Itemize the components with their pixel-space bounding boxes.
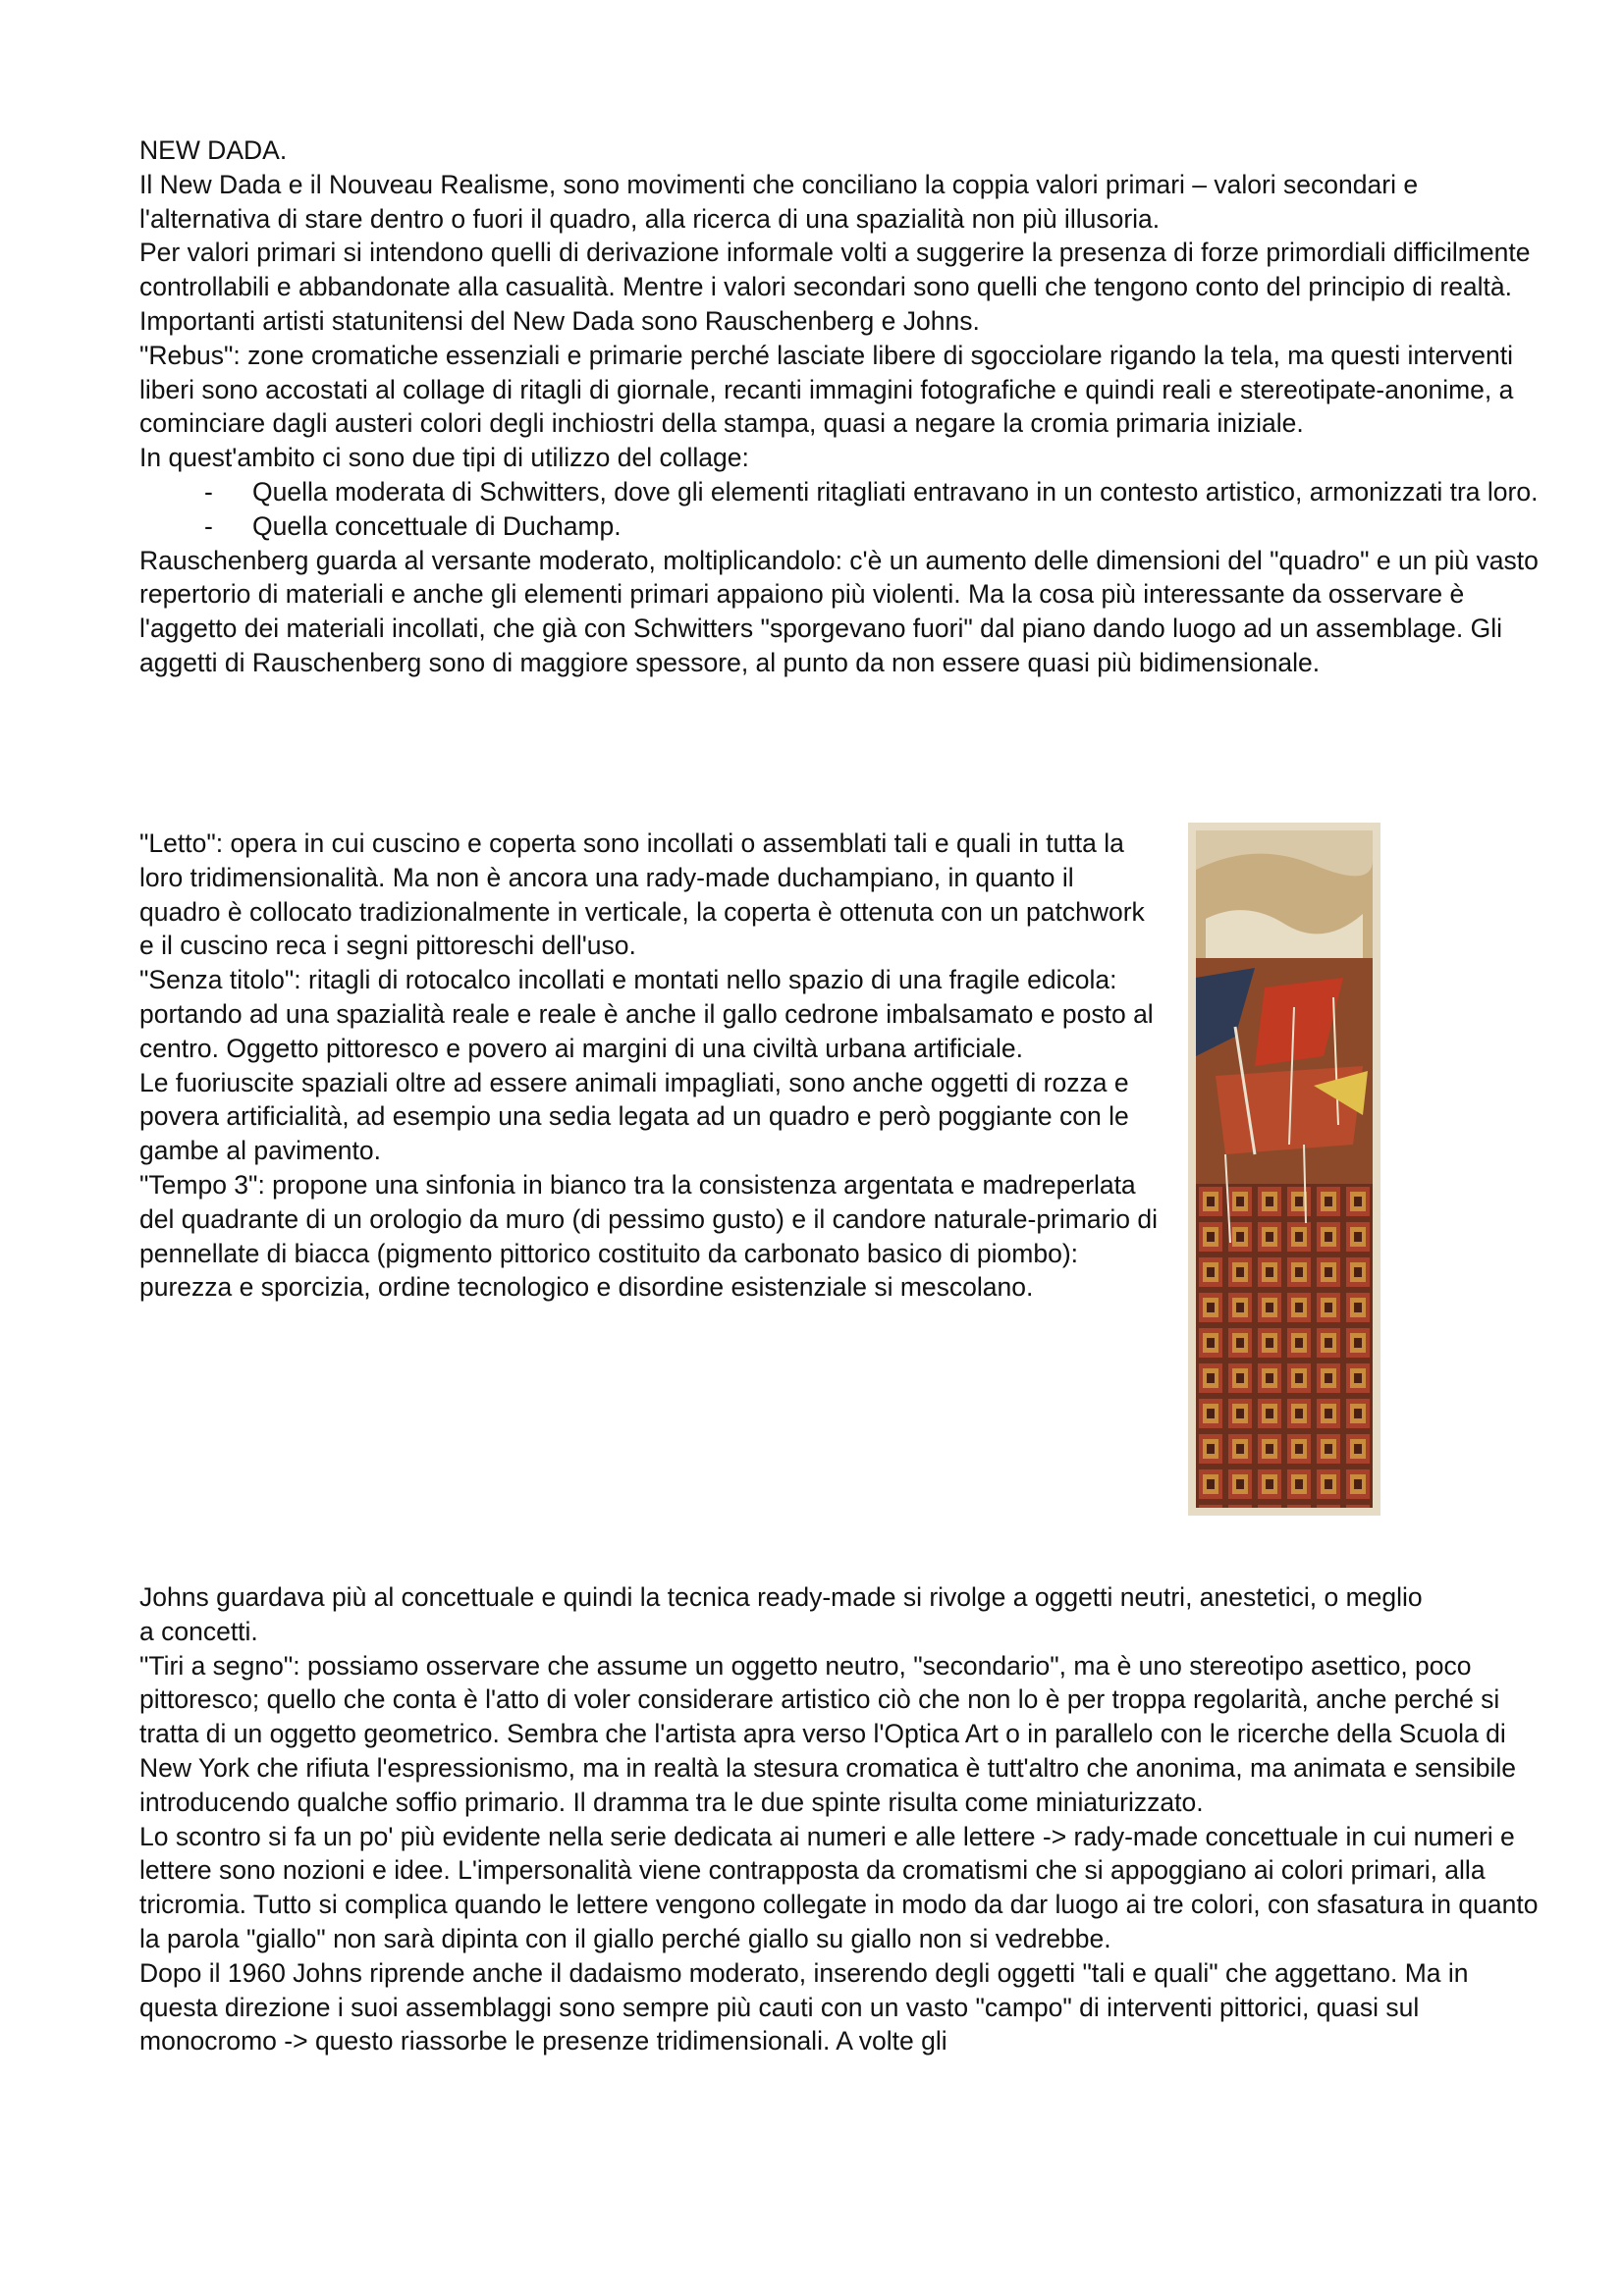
paragraph: "Senza titolo": ritagli di rotocalco incollati e montati nello spazio di una fragile edicola: portando ad una spazialità reale e reale è anche il gallo cedrone imbalsamato e posto al centro. Oggetto pittoresco e povero ai margini di una civiltà urbana artificiale.	[139, 965, 1154, 1063]
works-text-block	[139, 827, 1161, 1305]
paragraph: Johns guardava più al concettuale e quindi la tecnica ready-made si rivolge a oggetti neutri, anestetici, o meglio	[139, 1582, 1423, 1612]
artwork-image-bed	[1188, 823, 1380, 1516]
document-title: NEW DADA.	[139, 135, 288, 165]
top-text-block	[139, 133, 1539, 680]
paragraph: "Tempo 3": propone una sinfonia in bianco tra la consistenza argentata e madreperlata del quadrante di un orologio da muro (di pessimo gusto) e il candore naturale-primario di pennellate di biacca (pigmento pittorico costituito da carbonato basico di piombo): purezza e sporcizia, ordine tecnologico e disordine esistenziale si mescolano.	[139, 1169, 1159, 1303]
paragraph: "Tiri a segno": possiamo osservare che assume un oggetto neutro, "secondario", ma è uno stereotipo asettico, poco pittoresco; quello che conta è l'atto di voler considerare artistico ciò che non lo è per troppa regolarità, anche perché si tratta di un oggetto geometrico. Sembra che l'artista apra verso l'Optica Art o in parallelo con le ricerche della Scuola di New York che rifiuta l'espressionismo, ma in realtà la stesura cromatica è tutt'altro che anonima, ma animata e sensibile introducendo qualche soffio primario. Il dramma tra le due spinte risulta come miniaturizzato.	[139, 1650, 1517, 1817]
list-item	[139, 509, 1539, 544]
johns-text-block	[139, 1580, 1539, 2058]
paragraph: Lo scontro si fa un po' più evidente nella serie dedicata ai numeri e alle lettere -> rady-made concettuale in cui numeri e lettere sono nozioni e idee. L'impersonalità viene contrapposta da cromatismi che si appoggiano ai colori primari, alla tricromia. Tutto si complica quando le lettere vengono collegate in modo da dar luogo ai tre colori, con sfasatura in quanto la parola "giallo" non sarà dipinta con il giallo perché giallo su giallo non si vedrebbe.	[139, 1821, 1539, 1953]
paragraph: "Rebus": zone cromatiche essenziali e primarie perché lasciate libere di sgocciolare rigando la tela, ma questi interventi liberi sono accostati al collage di ritagli di giornale, recanti immagini fotografiche e quindi reali e stereotipate-anonime, a cominciare dagli austeri colori degli inchiostri della stampa, quasi a negare la cromia primaria iniziale.	[139, 340, 1514, 439]
paragraph: a concetti.	[139, 1616, 258, 1646]
dash-bullet: -	[204, 510, 213, 541]
paragraph: Dopo il 1960 Johns riprende anche il dadaismo moderato, inserendo degli oggetti "tali e quali" che aggettano. Ma in questa direzione i suoi assemblaggi sono sempre più cauti con un vasto "campo" di interventi pittorici, quasi sul monocromo -> questo riassorbe le presenze tridimensionali. A volte gli	[139, 1957, 1469, 2056]
paragraph: "Letto": opera in cui cuscino e coperta sono incollati o assemblati tali e quali in tutta la loro tridimensionalità. Ma non è ancora una rady-made duchampiano, in quanto il quadro è collocato tradizionalmente in verticale, la coperta è ottenuta con un patchwork e il cuscino reca i segni pittoreschi dell'uso.	[139, 828, 1145, 961]
list-item-text: Quella moderata di Schwitters, dove gli elementi ritagliati entravano in un contesto artistico, armonizzati tra loro.	[252, 476, 1539, 507]
dash-bullet: -	[204, 476, 213, 507]
list-item-text: Quella concettuale di Duchamp.	[252, 510, 622, 541]
collage-list	[139, 475, 1539, 544]
paragraph: Rauschenberg guarda al versante moderato, moltiplicandolo: c'è un aumento delle dimensioni del "quadro" e un più vasto repertorio di materiali e anche gli elementi primari appaiono più violenti. Ma la cosa più interessante da osservare è l'aggetto dei materiali incollati, che già con Schwitters "sporgevano fuori" dal piano dando luogo ad un assemblage. Gli aggetti di Rauschenberg sono di maggiore spessore, al punto da non essere quasi più bidimensionale.	[139, 545, 1539, 677]
paragraph: Per valori primari si intendono quelli di derivazione informale volti a suggerire la presenza di forze primordiali difficilmente controllabili e abbandonate alla casualità. Mentre i valori secondari sono quelli che tengono conto del principio di realtà.	[139, 238, 1531, 302]
paragraph: Importanti artisti statunitensi del New Dada sono Rauschenberg e Johns.	[139, 305, 980, 336]
paragraph: Il New Dada e il Nouveau Realisme, sono movimenti che conciliano la coppia valori primari – valori secondari e l'alternativa di stare dentro o fuori il quadro, alla ricerca di una spazialità non più illusoria.	[139, 169, 1419, 234]
paragraph: In quest'ambito ci sono due tipi di utilizzo del collage:	[139, 443, 749, 473]
list-item	[139, 475, 1539, 509]
bed-painting-graphic	[1196, 830, 1373, 1508]
paragraph: Le fuoriuscite spaziali oltre ad essere animali impagliati, sono anche oggetti di rozza e povera artificialità, ad esempio una sedia legata ad un quadro e però poggiante con le gambe al pavimento.	[139, 1067, 1129, 1166]
